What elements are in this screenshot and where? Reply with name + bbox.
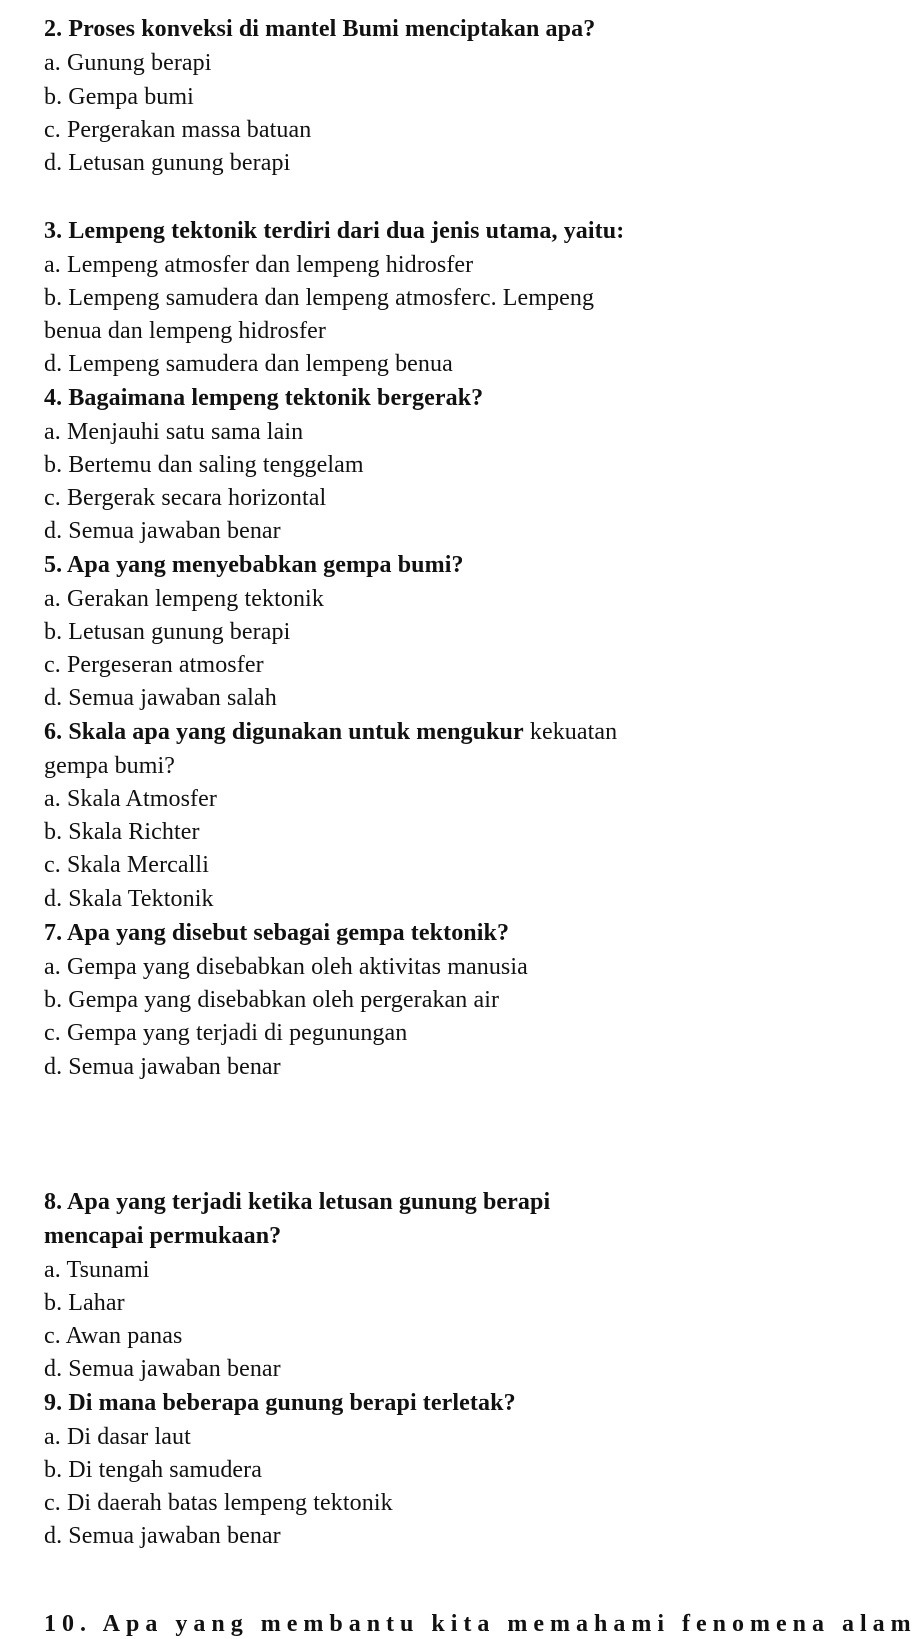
question-6-option-c: c. Skala Mercalli <box>44 852 209 878</box>
question-9-option-d: d. Semua jawaban benar <box>44 1523 281 1549</box>
question-8-title-line2: mencapai permukaan? <box>44 1223 282 1249</box>
question-3-option-b: b. Lempeng samudera dan lempeng atmosferc. Lempeng <box>44 285 595 311</box>
question-7-option-c: c. Gempa yang terjadi di pegunungan <box>44 1020 408 1046</box>
question-9-title: 9. Di mana beberapa gunung berapi terletak? <box>44 1390 516 1416</box>
question-2-title: 2. Proses konveksi di mantel Bumi menciptakan apa? <box>44 16 596 42</box>
question-5-option-c: c. Pergeseran atmosfer <box>44 652 264 678</box>
question-4-title: 4. Bagaimana lempeng tektonik bergerak? <box>44 385 484 411</box>
question-2-option-d: d. Letusan gunung berapi <box>44 150 291 176</box>
question-8-option-a: a. Tsunami <box>44 1257 150 1283</box>
question-7-option-d: d. Semua jawaban benar <box>44 1054 281 1080</box>
question-4-option-c: c. Bergerak secara horizontal <box>44 485 327 511</box>
question-8-option-d: d. Semua jawaban benar <box>44 1356 281 1382</box>
question-3-option-d: d. Lempeng samudera dan lempeng benua <box>44 351 453 377</box>
question-7-option-b: b. Gempa yang disebabkan oleh pergerakan air <box>44 987 500 1013</box>
question-5-option-d: d. Semua jawaban salah <box>44 685 277 711</box>
question-4-option-d: d. Semua jawaban benar <box>44 518 281 544</box>
question-6-title-line2: gempa bumi? <box>44 753 176 779</box>
question-7-title: 7. Apa yang disebut sebagai gempa tektonik? <box>44 920 510 946</box>
question-8-option-b: b. Lahar <box>44 1290 125 1316</box>
question-5-title: 5. Apa yang menyebabkan gempa bumi? <box>44 552 464 578</box>
question-2-option-b: b. Gempa bumi <box>44 84 194 110</box>
question-6-option-b: b. Skala Richter <box>44 819 200 845</box>
question-3-option-c: benua dan lempeng hidrosfer <box>44 318 326 344</box>
question-4-option-a: a. Menjauhi satu sama lain <box>44 419 304 445</box>
question-9-option-c: c. Di daerah batas lempeng tektonik <box>44 1490 393 1516</box>
question-3-title: 3. Lempeng tektonik terdiri dari dua jenis utama, yaitu: <box>44 218 625 244</box>
question-5-option-a: a. Gerakan lempeng tektonik <box>44 586 324 612</box>
question-8-title: 8. Apa yang terjadi ketika letusan gunung berapi <box>44 1189 551 1215</box>
question-9-option-b: b. Di tengah samudera <box>44 1457 263 1483</box>
question-6-option-d: d. Skala Tektonik <box>44 886 214 912</box>
question-8-option-c: c. Awan panas <box>44 1323 183 1349</box>
question-6-option-a: a. Skala Atmosfer <box>44 786 217 812</box>
question-10-cut-title: 10. Apa yang membantu kita memahami fenomena alam <box>44 1611 917 1637</box>
question-9-option-a: a. Di dasar laut <box>44 1424 191 1450</box>
question-3-option-a: a. Lempeng atmosfer dan lempeng hidrosfer <box>44 252 474 278</box>
question-5-option-b: b. Letusan gunung berapi <box>44 619 291 645</box>
question-2-option-c: c. Pergerakan massa batuan <box>44 117 312 143</box>
question-6-title: 6. Skala apa yang digunakan untuk mengukur kekuatan <box>44 719 618 745</box>
question-7-option-a: a. Gempa yang disebabkan oleh aktivitas manusia <box>44 954 528 980</box>
question-4-option-b: b. Bertemu dan saling tenggelam <box>44 452 364 478</box>
question-2-option-a: a. Gunung berapi <box>44 50 212 76</box>
